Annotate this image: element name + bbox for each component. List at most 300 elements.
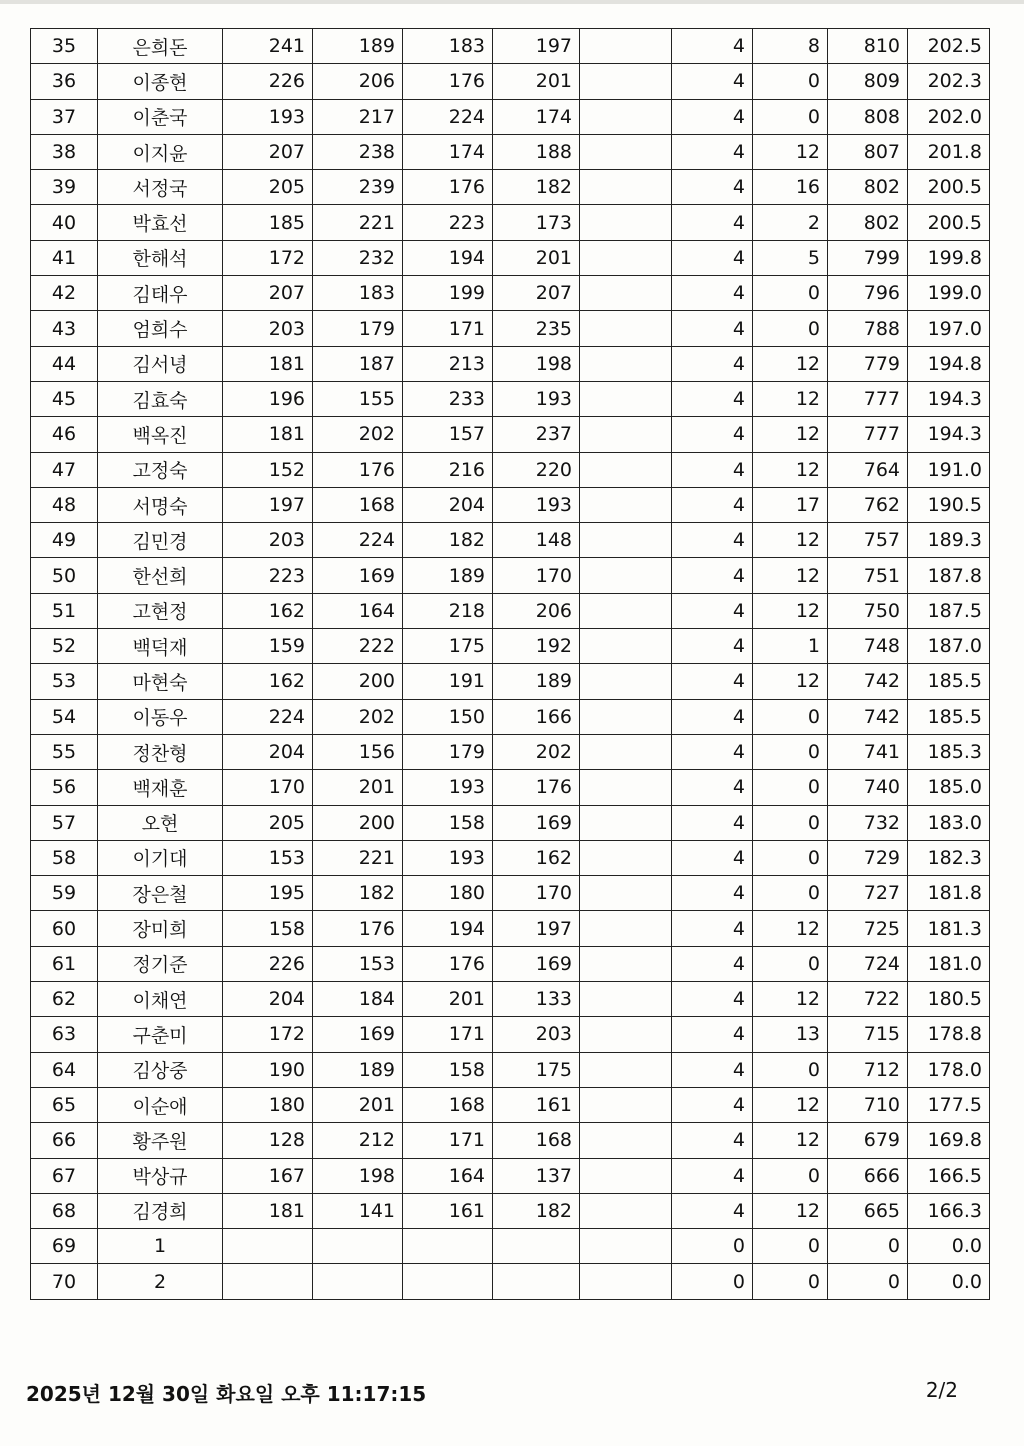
empty-cell [580,805,672,840]
total-score-cell: 777 [828,417,908,452]
empty-cell [580,699,672,734]
average-cell: 180.5 [908,982,990,1017]
game4-score-cell: 206 [493,593,580,628]
game2-score-cell [313,1264,403,1299]
rank-cell: 63 [31,1017,98,1052]
average-cell: 197.0 [908,311,990,346]
player-name-cell: 이춘국 [98,99,223,134]
game1-score-cell: 203 [223,311,313,346]
player-name-cell: 오현 [98,805,223,840]
table-row [31,946,990,981]
game4-score-cell: 168 [493,1123,580,1158]
game3-score-cell: 174 [403,134,493,169]
game1-score-cell: 128 [223,1123,313,1158]
player-name-cell: 이기대 [98,840,223,875]
handicap-cell: 0 [753,946,828,981]
game4-score-cell: 202 [493,734,580,769]
average-cell: 181.0 [908,946,990,981]
total-score-cell: 799 [828,240,908,275]
player-name-cell: 김서녕 [98,346,223,381]
total-score-cell: 666 [828,1158,908,1193]
average-cell: 185.3 [908,734,990,769]
total-score-cell: 679 [828,1123,908,1158]
rank-cell: 57 [31,805,98,840]
total-score-cell: 764 [828,452,908,487]
game3-score-cell: 182 [403,523,493,558]
handicap-cell: 12 [753,1087,828,1122]
game4-score-cell: 161 [493,1087,580,1122]
rank-cell: 67 [31,1158,98,1193]
total-score-cell: 762 [828,487,908,522]
handicap-cell: 12 [753,134,828,169]
game1-score-cell: 196 [223,381,313,416]
empty-cell [580,523,672,558]
game3-score-cell: 194 [403,911,493,946]
games-count-cell: 4 [672,170,753,205]
rank-cell: 54 [31,699,98,734]
player-name-cell: 이동우 [98,699,223,734]
rank-cell: 44 [31,346,98,381]
table-row [31,64,990,99]
average-cell: 189.3 [908,523,990,558]
player-name-cell: 정찬형 [98,734,223,769]
player-name-cell: 이지윤 [98,134,223,169]
game1-score-cell: 205 [223,170,313,205]
game2-score-cell: 201 [313,1087,403,1122]
games-count-cell: 4 [672,1052,753,1087]
game4-score-cell: 148 [493,523,580,558]
empty-cell [580,487,672,522]
game4-score-cell: 198 [493,346,580,381]
game3-score-cell: 157 [403,417,493,452]
total-score-cell: 757 [828,523,908,558]
game4-score-cell: 174 [493,99,580,134]
table-row [31,417,990,452]
table-row [31,170,990,205]
game2-score-cell: 200 [313,805,403,840]
game3-score-cell: 218 [403,593,493,628]
handicap-cell: 12 [753,593,828,628]
average-cell: 187.8 [908,558,990,593]
games-count-cell: 4 [672,946,753,981]
rank-cell: 36 [31,64,98,99]
table-row [31,1123,990,1158]
rank-cell: 46 [31,417,98,452]
game2-score-cell: 222 [313,629,403,664]
game3-score-cell: 171 [403,1123,493,1158]
games-count-cell: 0 [672,1229,753,1264]
total-score-cell: 740 [828,770,908,805]
empty-cell [580,558,672,593]
games-count-cell: 4 [672,311,753,346]
total-score-cell: 0 [828,1229,908,1264]
game3-score-cell: 164 [403,1158,493,1193]
games-count-cell: 4 [672,276,753,311]
game1-score-cell: 152 [223,452,313,487]
empty-cell [580,205,672,240]
total-score-cell: 742 [828,699,908,734]
empty-cell [580,664,672,699]
table-row [31,205,990,240]
rank-cell: 42 [31,276,98,311]
total-score-cell: 809 [828,64,908,99]
rank-cell: 38 [31,134,98,169]
table-row [31,1087,990,1122]
game4-score-cell: 133 [493,982,580,1017]
table-row [31,134,990,169]
game4-score-cell: 203 [493,1017,580,1052]
player-name-cell: 은희돈 [98,29,223,64]
total-score-cell: 750 [828,593,908,628]
game2-score-cell: 155 [313,381,403,416]
table-row [31,982,990,1017]
game3-score-cell: 223 [403,205,493,240]
average-cell: 202.5 [908,29,990,64]
games-count-cell: 4 [672,734,753,769]
game3-score-cell: 189 [403,558,493,593]
table-row [31,734,990,769]
table-row [31,1229,990,1264]
game4-score-cell: 175 [493,1052,580,1087]
rank-cell: 55 [31,734,98,769]
player-name-cell: 정기준 [98,946,223,981]
game1-score-cell: 204 [223,734,313,769]
average-cell: 185.5 [908,699,990,734]
games-count-cell: 4 [672,1017,753,1052]
rank-cell: 43 [31,311,98,346]
average-cell: 194.3 [908,417,990,452]
game3-score-cell: 183 [403,29,493,64]
empty-cell [580,1017,672,1052]
games-count-cell: 4 [672,911,753,946]
game2-score-cell: 201 [313,770,403,805]
player-name-cell: 김민경 [98,523,223,558]
game1-score-cell: 226 [223,946,313,981]
rank-cell: 60 [31,911,98,946]
player-name-cell: 서명숙 [98,487,223,522]
total-score-cell: 796 [828,276,908,311]
game1-score-cell: 207 [223,276,313,311]
empty-cell [580,1229,672,1264]
game1-score-cell: 170 [223,770,313,805]
average-cell: 169.8 [908,1123,990,1158]
empty-cell [580,29,672,64]
table-row [31,770,990,805]
print-datetime: 2025년 12월 30일 화요일 오후 11:17:15 [26,1382,427,1406]
player-name-cell: 구춘미 [98,1017,223,1052]
games-count-cell: 4 [672,1123,753,1158]
game2-score-cell: 238 [313,134,403,169]
total-score-cell: 779 [828,346,908,381]
total-score-cell: 665 [828,1193,908,1228]
games-count-cell: 4 [672,770,753,805]
game3-score-cell: 193 [403,840,493,875]
game1-score-cell: 181 [223,346,313,381]
empty-cell [580,276,672,311]
game4-score-cell [493,1229,580,1264]
game3-score-cell: 179 [403,734,493,769]
player-name-cell: 한선희 [98,558,223,593]
game1-score-cell: 203 [223,523,313,558]
handicap-cell: 12 [753,911,828,946]
game4-score-cell: 235 [493,311,580,346]
empty-cell [580,346,672,381]
page-number: 2/2 [925,1378,958,1402]
player-name-cell: 1 [98,1229,223,1264]
games-count-cell: 4 [672,876,753,911]
score-rows [31,29,990,1300]
handicap-cell: 17 [753,487,828,522]
game4-score-cell: 173 [493,205,580,240]
table-row [31,381,990,416]
game4-score-cell: 188 [493,134,580,169]
game3-score-cell: 204 [403,487,493,522]
game4-score-cell: 166 [493,699,580,734]
game4-score-cell: 162 [493,840,580,875]
game4-score-cell: 201 [493,64,580,99]
rank-cell: 39 [31,170,98,205]
average-cell: 199.8 [908,240,990,275]
score-table [30,28,990,1300]
table-row [31,629,990,664]
game1-score-cell: 172 [223,1017,313,1052]
handicap-cell: 8 [753,29,828,64]
games-count-cell: 4 [672,805,753,840]
game1-score-cell: 159 [223,629,313,664]
games-count-cell: 4 [672,982,753,1017]
table-row [31,558,990,593]
games-count-cell: 4 [672,1158,753,1193]
game2-score-cell: 221 [313,205,403,240]
handicap-cell: 12 [753,982,828,1017]
game4-score-cell: 169 [493,805,580,840]
empty-cell [580,734,672,769]
player-name-cell: 장미희 [98,911,223,946]
player-name-cell: 서정국 [98,170,223,205]
total-score-cell: 724 [828,946,908,981]
handicap-cell: 0 [753,699,828,734]
game3-score-cell: 193 [403,770,493,805]
total-score-cell: 802 [828,205,908,240]
rank-cell: 68 [31,1193,98,1228]
table-row [31,346,990,381]
average-cell: 181.3 [908,911,990,946]
empty-cell [580,311,672,346]
games-count-cell: 4 [672,1193,753,1228]
handicap-cell: 0 [753,276,828,311]
total-score-cell: 722 [828,982,908,1017]
handicap-cell: 13 [753,1017,828,1052]
total-score-cell: 751 [828,558,908,593]
game2-score-cell: 182 [313,876,403,911]
rank-cell: 66 [31,1123,98,1158]
average-cell: 177.5 [908,1087,990,1122]
rank-cell: 65 [31,1087,98,1122]
handicap-cell: 12 [753,523,828,558]
average-cell: 183.0 [908,805,990,840]
average-cell: 0.0 [908,1229,990,1264]
table-row [31,523,990,558]
game4-score-cell: 207 [493,276,580,311]
table-row [31,1264,990,1299]
player-name-cell: 황주원 [98,1123,223,1158]
average-cell: 181.8 [908,876,990,911]
table-row [31,593,990,628]
empty-cell [580,134,672,169]
total-score-cell: 748 [828,629,908,664]
game1-score-cell [223,1264,313,1299]
average-cell: 182.3 [908,840,990,875]
game4-score-cell: 237 [493,417,580,452]
rank-cell: 45 [31,381,98,416]
handicap-cell: 16 [753,170,828,205]
game2-score-cell: 202 [313,417,403,452]
table-row [31,311,990,346]
rank-cell: 48 [31,487,98,522]
handicap-cell: 0 [753,1158,828,1193]
game1-score-cell: 167 [223,1158,313,1193]
game3-score-cell: 199 [403,276,493,311]
table-row [31,1052,990,1087]
game4-score-cell: 182 [493,1193,580,1228]
table-row [31,876,990,911]
handicap-cell: 12 [753,1123,828,1158]
empty-cell [580,876,672,911]
game3-score-cell: 233 [403,381,493,416]
total-score-cell: 810 [828,29,908,64]
average-cell: 166.3 [908,1193,990,1228]
player-name-cell: 이순애 [98,1087,223,1122]
empty-cell [580,64,672,99]
empty-cell [580,911,672,946]
game1-score-cell [223,1229,313,1264]
game3-score-cell: 176 [403,946,493,981]
player-name-cell: 박상규 [98,1158,223,1193]
game2-score-cell: 169 [313,558,403,593]
game3-score-cell: 161 [403,1193,493,1228]
game2-score-cell: 189 [313,1052,403,1087]
empty-cell [580,381,672,416]
average-cell: 200.5 [908,170,990,205]
game3-score-cell: 150 [403,699,493,734]
game3-score-cell: 171 [403,1017,493,1052]
rank-cell: 51 [31,593,98,628]
empty-cell [580,1193,672,1228]
game1-score-cell: 195 [223,876,313,911]
game3-score-cell: 158 [403,1052,493,1087]
average-cell: 187.5 [908,593,990,628]
game4-score-cell: 189 [493,664,580,699]
game2-score-cell: 183 [313,276,403,311]
average-cell: 202.3 [908,64,990,99]
empty-cell [580,417,672,452]
game3-score-cell [403,1229,493,1264]
player-name-cell: 고정숙 [98,452,223,487]
game1-score-cell: 197 [223,487,313,522]
total-score-cell: 732 [828,805,908,840]
game2-score-cell: 169 [313,1017,403,1052]
game4-score-cell: 201 [493,240,580,275]
handicap-cell: 5 [753,240,828,275]
rank-cell: 41 [31,240,98,275]
table-row [31,699,990,734]
rank-cell: 52 [31,629,98,664]
game3-score-cell: 176 [403,64,493,99]
game1-score-cell: 181 [223,1193,313,1228]
empty-cell [580,452,672,487]
handicap-cell: 0 [753,311,828,346]
game2-score-cell: 212 [313,1123,403,1158]
average-cell: 190.5 [908,487,990,522]
game1-score-cell: 226 [223,64,313,99]
games-count-cell: 4 [672,381,753,416]
player-name-cell: 장은철 [98,876,223,911]
handicap-cell: 12 [753,381,828,416]
game2-score-cell: 198 [313,1158,403,1193]
game1-score-cell: 190 [223,1052,313,1087]
rank-cell: 58 [31,840,98,875]
handicap-cell: 0 [753,770,828,805]
rank-cell: 47 [31,452,98,487]
player-name-cell: 엄희수 [98,311,223,346]
total-score-cell: 808 [828,99,908,134]
empty-cell [580,1052,672,1087]
games-count-cell: 4 [672,699,753,734]
empty-cell [580,946,672,981]
handicap-cell: 0 [753,876,828,911]
rank-cell: 61 [31,946,98,981]
game2-score-cell: 189 [313,29,403,64]
handicap-cell: 0 [753,64,828,99]
game4-score-cell: 193 [493,381,580,416]
game3-score-cell: 175 [403,629,493,664]
rank-cell: 64 [31,1052,98,1087]
table-row [31,99,990,134]
table-row [31,840,990,875]
average-cell: 166.5 [908,1158,990,1193]
handicap-cell: 0 [753,805,828,840]
game1-score-cell: 193 [223,99,313,134]
average-cell: 191.0 [908,452,990,487]
average-cell: 202.0 [908,99,990,134]
handicap-cell: 0 [753,99,828,134]
total-score-cell: 802 [828,170,908,205]
total-score-cell: 742 [828,664,908,699]
game3-score-cell: 201 [403,982,493,1017]
game4-score-cell: 137 [493,1158,580,1193]
handicap-cell: 12 [753,1193,828,1228]
game1-score-cell: 224 [223,699,313,734]
games-count-cell: 4 [672,558,753,593]
player-name-cell: 백덕재 [98,629,223,664]
total-score-cell: 715 [828,1017,908,1052]
games-count-cell: 4 [672,29,753,64]
games-count-cell: 4 [672,487,753,522]
handicap-cell: 1 [753,629,828,664]
empty-cell [580,770,672,805]
game2-score-cell: 176 [313,452,403,487]
game4-score-cell: 193 [493,487,580,522]
game2-score-cell: 206 [313,64,403,99]
game2-score-cell: 141 [313,1193,403,1228]
game4-score-cell [493,1264,580,1299]
game2-score-cell [313,1229,403,1264]
rank-cell: 70 [31,1264,98,1299]
total-score-cell: 727 [828,876,908,911]
player-name-cell: 김상중 [98,1052,223,1087]
handicap-cell: 0 [753,1229,828,1264]
average-cell: 178.8 [908,1017,990,1052]
